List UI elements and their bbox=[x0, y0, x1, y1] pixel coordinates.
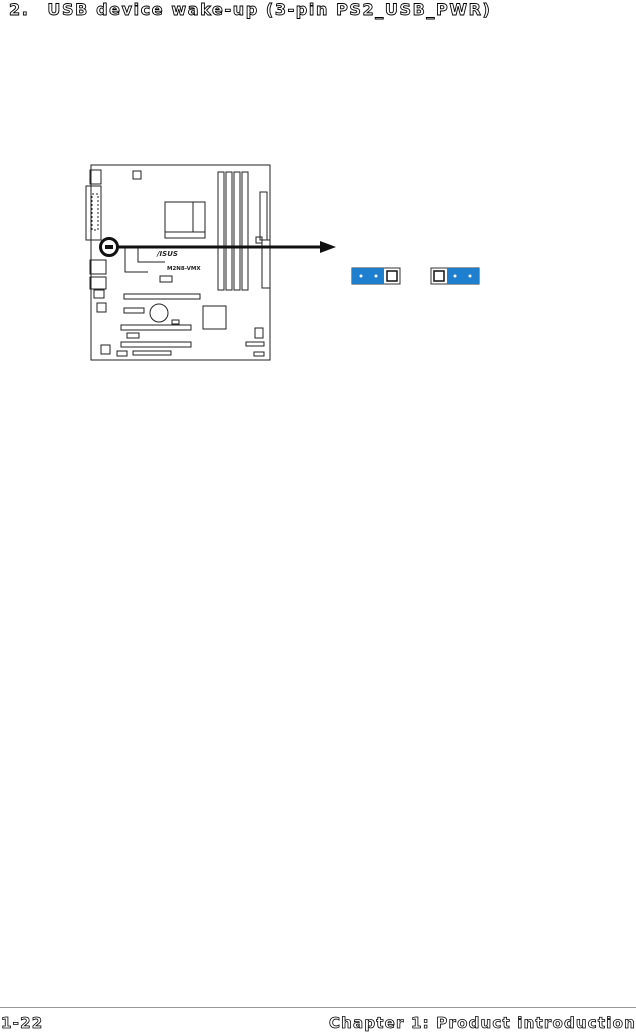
jumper-setting-pins-1-2 bbox=[352, 268, 400, 284]
board-brand: /ISUS bbox=[157, 250, 178, 258]
board-outline bbox=[91, 165, 270, 360]
pci-express-x1-slot bbox=[124, 308, 144, 313]
pci-slot-2 bbox=[121, 342, 191, 347]
section-number: 2. bbox=[9, 0, 30, 19]
io-port-usb bbox=[90, 260, 106, 274]
dimm-slot-b2 bbox=[242, 172, 248, 290]
chapter-title: Chapter 1: Product introduction bbox=[328, 1014, 636, 1032]
atx-power-connector bbox=[260, 192, 267, 240]
pci-express-x16-slot bbox=[124, 294, 200, 299]
io-port-audio bbox=[90, 277, 106, 289]
board-model: M2N8-VMX bbox=[167, 266, 201, 272]
southbridge-chip bbox=[203, 306, 226, 329]
dimm-slot-a1 bbox=[218, 172, 224, 290]
pointer-arrow-head bbox=[320, 241, 336, 253]
dimm-slot-a2 bbox=[226, 172, 232, 290]
footer-rule bbox=[0, 1007, 636, 1008]
section-title: USB device wake-up (3-pin PS2_USB_PWR) bbox=[47, 0, 492, 19]
dimm-slot-b1 bbox=[234, 172, 240, 290]
pci-slot-1 bbox=[121, 325, 191, 330]
battery bbox=[150, 304, 168, 322]
page-number: 1-22 bbox=[1, 1014, 44, 1032]
jumper-setting-pins-2-3 bbox=[431, 268, 479, 284]
io-port-ps2 bbox=[90, 170, 101, 184]
cpu-socket bbox=[165, 202, 205, 238]
